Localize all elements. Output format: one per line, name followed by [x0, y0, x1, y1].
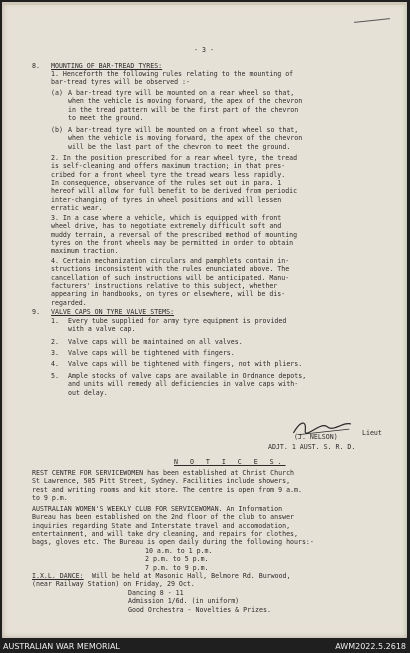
paragraph-line: erratic wear.	[51, 203, 103, 212]
event-detail-line: Good Orchestra - Novelties & Prizes.	[128, 605, 271, 614]
paragraph-line: bar-tread tyres will be observed :-	[51, 78, 190, 87]
paragraph-line: maximum traction.	[51, 247, 119, 256]
paragraph-line: wheel drive, has to negotiate extremely difficult soft and	[51, 222, 282, 231]
notice-line: Bureau has been established on the 2nd floor of the club to answer	[32, 513, 295, 522]
hours-line: 10 a.m. to 1 p.m.	[145, 547, 213, 555]
signature-mark	[290, 415, 353, 437]
notice-line: bags, gloves etc. The Bureau is open daily during the following hours:-	[32, 538, 314, 547]
hours-line: 2 p.m. to 5 p.m.	[145, 555, 209, 564]
notice-line: REST CENTRE FOR SERVICEWOMEN has been established at Christ Church	[32, 469, 295, 477]
notice-line: St Lawrence, 505 Pitt Street, Sydney. Facilities include showers,	[32, 477, 291, 486]
notice-line: rest and writing rooms and kit store. The centre is open from 9 a.m.	[32, 485, 302, 494]
list-item-text: with a valve cap.	[68, 325, 136, 334]
paragraph-line: In consequence, observance of the rules set out in para. 1	[51, 178, 282, 187]
list-number: 1.	[51, 317, 59, 325]
paragraph-line: is self-cleaning and offers maximum traction; in that pres-	[51, 162, 286, 171]
list-item-text: and units will remedy all deficiencies in valve caps with-	[68, 380, 299, 389]
paragraph-line: facturers' instructions relative to this subject, whether	[51, 281, 278, 290]
notice-line: to 9 p.m.	[32, 493, 68, 502]
signature-stroke	[290, 415, 353, 437]
page-number: - 3 -	[194, 46, 214, 54]
list-number: 4.	[51, 360, 59, 368]
item-label: (b)	[51, 126, 63, 134]
notice-line: entertainment, and will take dry cleaning, and repairs for clothes,	[32, 529, 298, 538]
paragraph-line: hereof will allow for full benefit to be derived from periodic	[51, 187, 298, 196]
section-heading: MOUNTING OF BAR-TREAD TYRES:	[51, 62, 163, 70]
footer-institution: AUSTRALIAN WAR MEMORIAL	[3, 642, 120, 651]
paragraph-line: 4. Certain mechanization circulars and pamphlets contain in-	[51, 257, 290, 265]
notice-line: Will be held at Masonic Hall, Belmore Rd. Burwood,	[92, 572, 291, 580]
list-number: 3.	[51, 349, 59, 357]
paragraph-line: 1. Henceforth the following rules relating to the mounting of	[51, 70, 294, 78]
paragraph-line: when the vehicle is moving forward, the apex of the chevron	[68, 134, 303, 143]
paragraph-line: appearing in handbooks, on tyres or elsewhere, will be dis-	[51, 290, 286, 299]
paragraph-line: when the vehicle is moving forward, the apex of the chevron	[68, 97, 303, 106]
notice-title: I.X.L. DANCE:	[32, 572, 84, 580]
list-item-text: Valve caps will be tightened with fingers, not with pliers.	[68, 360, 303, 368]
signatory-name: (J. NELSON)	[294, 433, 338, 441]
notices-heading: N O T I C E S.	[174, 458, 286, 466]
signatory-rank: Lieut	[362, 429, 382, 437]
paragraph-line: inter-changing of tyres in wheel positions and will lessen	[51, 195, 282, 204]
document-page	[2, 2, 407, 638]
list-number: 5.	[51, 372, 59, 380]
paragraph-line: A bar-tread tyre will be mounted on a front wheel so that,	[68, 126, 299, 134]
paragraph-line: cancellation of such instructions will be anticipated. Manu-	[51, 273, 290, 282]
notice-line: (near Railway Station) on Friday, 29 Oct.	[32, 580, 195, 588]
list-item-text: out delay.	[68, 388, 108, 397]
paragraph-line: muddy terrain, a reversal of the prescribed method of mounting	[51, 230, 298, 239]
paragraph-line: A bar-tread tyre will be mounted on a rear wheel so that,	[68, 89, 295, 97]
event-detail-line: Admission 1/6d. (in uniform)	[128, 597, 240, 606]
list-item-text: Valve caps will be tightened with fingers.	[68, 349, 235, 357]
section-number: 9.	[32, 308, 40, 316]
paragraph-line: cribed for a front wheel tyre the tread wears less rapidly.	[51, 170, 286, 179]
list-item-text: Ample stocks of valve caps are available in Ordnance depots,	[68, 372, 307, 380]
paragraph-line: structions inconsistent with the rules enunciated above. The	[51, 265, 290, 274]
section-heading: VALVE CAPS ON TYRE VALVE STEMS:	[51, 308, 175, 316]
hours-line: 7 p.m. to 9 p.m.	[145, 563, 209, 572]
list-number: 2.	[51, 338, 59, 346]
paragraph-line: 3. In a case where a vehicle, which is equipped with front	[51, 214, 282, 222]
section-number: 8.	[32, 62, 40, 70]
notice-line: AUSTRALIAN WOMEN'S WEEKLY CLUB FOR SERVICEWOMAN. An Information	[32, 505, 283, 513]
item-label: (a)	[51, 89, 63, 97]
top-scribble	[354, 18, 390, 23]
paragraph-line: tyres on the front wheels may be permitted in order to obtain	[51, 238, 294, 247]
list-item-text: Valve caps will be maintained on all valves.	[68, 338, 243, 346]
paragraph-line: regarded.	[51, 298, 87, 307]
archive-footer	[0, 640, 410, 653]
signatory-appointment: ADJT. 1 AUST. S. R. D.	[268, 443, 356, 451]
paragraph-line: to meet the ground.	[68, 113, 144, 122]
list-item-text: Every tube supplied for army tyre equipment is provided	[68, 317, 287, 325]
event-detail-line: Dancing 8 - 11	[128, 589, 184, 597]
paragraph-line: will be the last part of the chevron to meet the ground.	[68, 142, 291, 151]
paragraph-line: 2. In the position prescribed for a rear wheel tyre, the tread	[51, 154, 298, 162]
paragraph-line: in the tread pattern will be the first part of the chevron	[68, 105, 299, 114]
footer-accession-number: AWM2022.5.2618	[335, 642, 406, 651]
notice-line: inquiries regarding State and Interstate travel and accomodation,	[32, 521, 291, 530]
